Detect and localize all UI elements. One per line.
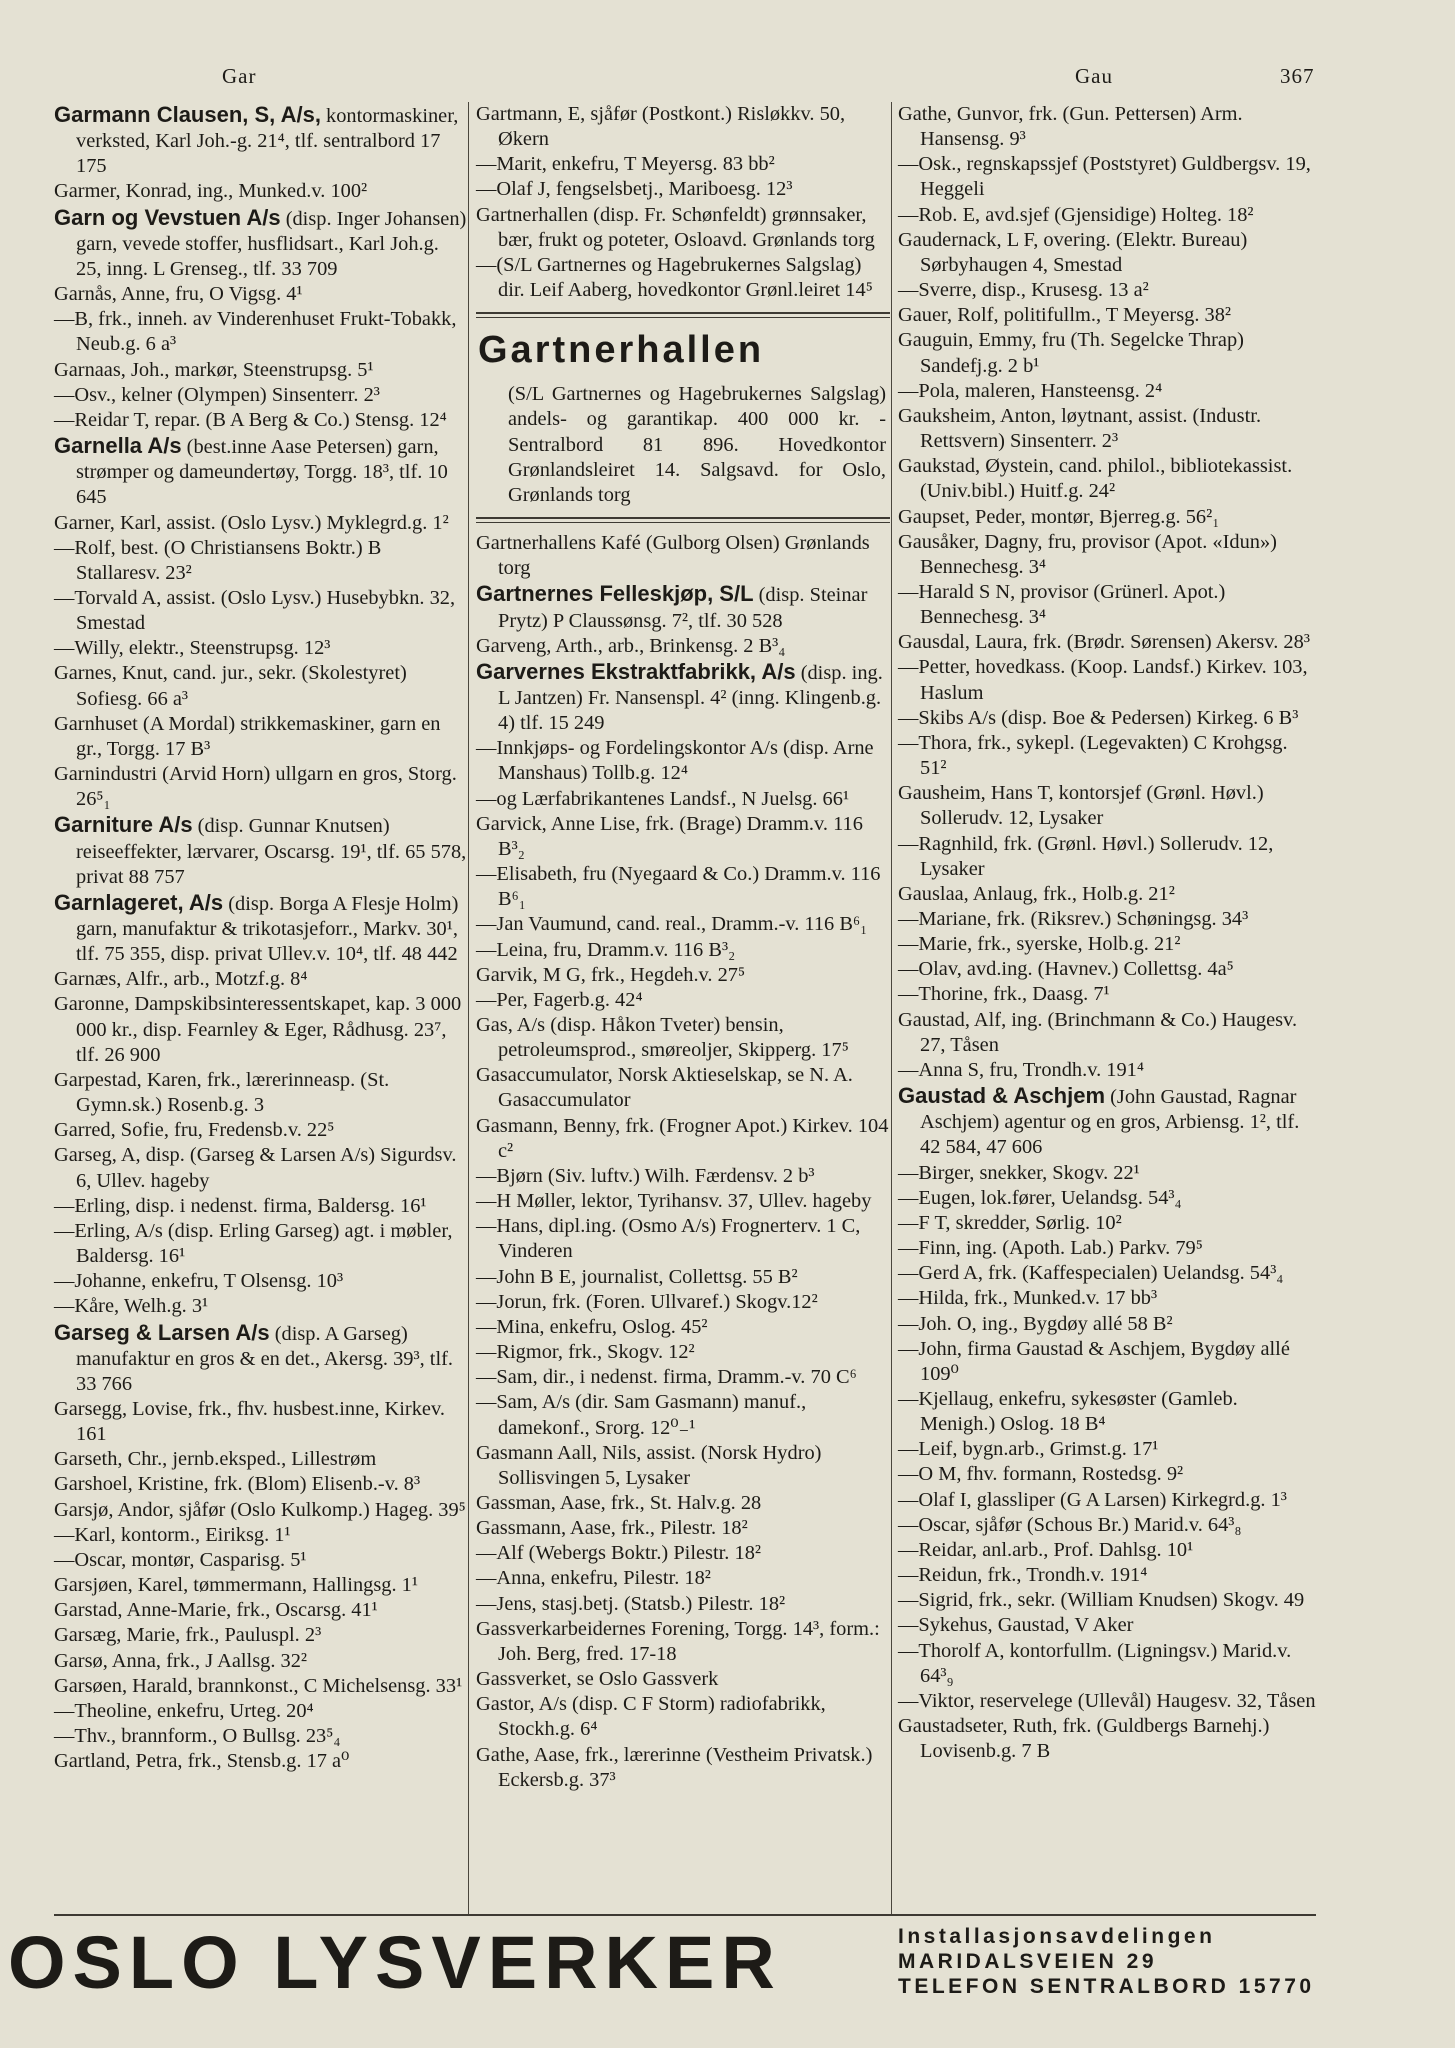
entry-name: —Sykehus, Gaustad, V Aker xyxy=(898,1614,1134,1637)
directory-entry xyxy=(54,358,468,383)
entry-name: —Anna, enkefru, Pilestr. 18² xyxy=(476,1567,711,1590)
directory-entry xyxy=(54,383,468,408)
entry-name: —Oscar, sjåfør (Schous Br.) Marid.v. 64³₈ xyxy=(898,1513,1242,1536)
column-2-top xyxy=(476,102,890,303)
entry-name: —Elisabeth, fru (Nyegaard & Co.) Dramm.v. 116 B⁶₁ xyxy=(476,863,881,911)
directory-entry xyxy=(898,1538,1318,1563)
directory-entry xyxy=(54,1194,468,1219)
entry-name: —John, firma Gaustad & Aschjem, Bygdøy allé 109⁰ xyxy=(898,1337,1290,1385)
directory-entry xyxy=(898,1058,1318,1083)
entry-name: —Sam, dir., i nedenst. firma, Dramm.-v. 70 C⁶ xyxy=(476,1366,857,1389)
directory-entry xyxy=(476,812,890,862)
entry-name: —Birger, snekker, Skogv. 22¹ xyxy=(898,1161,1140,1184)
directory-entry xyxy=(476,581,890,633)
directory-entry xyxy=(476,102,890,152)
directory-entry xyxy=(898,781,1318,831)
entry-name: —H Møller, lektor, Tyrihansv. 37, Ullev. hageby xyxy=(476,1190,872,1213)
directory-entry xyxy=(54,1498,468,1523)
directory-entry xyxy=(54,1472,468,1497)
directory-entry xyxy=(476,1441,890,1491)
directory-entry xyxy=(898,580,1318,630)
entry-name: Garonne, Dampskibsinteressentskapet, kap. 3 000 000 kr., disp. Fearnley & Eger, Rådhusg. 23⁷, tlf. 26 900 xyxy=(54,993,462,1066)
ad-bottom-rule xyxy=(476,517,890,523)
directory-entry xyxy=(54,1699,468,1724)
directory-entry xyxy=(898,1488,1318,1513)
directory-entry xyxy=(54,536,468,586)
directory-entry xyxy=(476,1114,890,1164)
directory-entry xyxy=(898,832,1318,882)
entry-name: —(S/L Gartnernes og Hagebrukernes Salgslag) dir. Leif Aaberg, hovedkontor Grønl.leiret 14⁵ xyxy=(476,253,873,302)
entry-name: Garsegg, Lovise, frk., fhv. husbest.inne, Kirkev. 161 xyxy=(54,1397,445,1446)
entry-name: —Pola, maleren, Hansteensg. 2⁴ xyxy=(898,379,1163,402)
entry-name: Gauslaa, Anlaug, frk., Holb.g. 21² xyxy=(898,882,1175,905)
entry-name: Garveng, Arth., arb., Brinkensg. 2 B³₄ xyxy=(476,634,786,657)
entry-name: —Erling, disp. i nedenst. firma, Baldersg. 16¹ xyxy=(54,1194,427,1217)
gartnerhallen-ad-body: (S/L Gartnernes og Hagebrukernes Salgslag) andels- og garantikap. 400 000 kr. - Sentralbord 81 896. Hovedkontor Grønlandsleiret 14. Salgsavd. for Oslo, Grønlands torg xyxy=(508,383,886,506)
directory-entry xyxy=(476,1365,890,1390)
directory-entry xyxy=(54,1573,468,1598)
directory-entry xyxy=(898,303,1318,328)
directory-entry xyxy=(54,205,468,282)
footer-line-3: TELEFON SENTRALBORD 15770 xyxy=(898,1975,1315,1998)
directory-entry xyxy=(898,1236,1318,1261)
directory-entry xyxy=(54,1397,468,1447)
directory-entry xyxy=(898,530,1318,580)
directory-entry xyxy=(898,982,1318,1007)
directory-entry xyxy=(898,1387,1318,1437)
entry-name: Garpestad, Karen, frk., lærerinneasp. (St. Gymn.sk.) Rosenb.g. 3 xyxy=(54,1068,390,1117)
directory-entry xyxy=(476,1617,890,1667)
entry-name: —Kåre, Welh.g. 3¹ xyxy=(54,1295,209,1318)
directory-entry xyxy=(898,379,1318,404)
entry-name: Garseg & Larsen A/s xyxy=(54,1319,270,1345)
entry-name: Gaustad, Alf, ing. (Brinchmann & Co.) Haugesv. 27, Tåsen xyxy=(898,1008,1298,1056)
entry-name: Gartmann, E, sjåfør (Postkont.) Risløkkv. 50, Økern xyxy=(476,103,846,151)
directory-entry xyxy=(476,659,890,736)
entry-name: —Olaf I, glassliper (G A Larsen) Kirkegrd.g. 1³ xyxy=(898,1488,1287,1511)
entry-name: Garstad, Anne-Marie, frk., Oscarsg. 41¹ xyxy=(54,1599,378,1622)
entry-name: —Rigmor, frk., Skogv. 12² xyxy=(476,1341,695,1364)
entry-name: Gasaccumulator, Norsk Aktieselskap, se N. A. Gasaccumulator xyxy=(476,1064,853,1112)
directory-entry xyxy=(476,634,890,659)
directory-entry xyxy=(898,1337,1318,1387)
directory-entry xyxy=(898,1613,1318,1638)
directory-entry xyxy=(476,1541,890,1566)
directory-entry xyxy=(476,1340,890,1365)
directory-entry xyxy=(898,1261,1318,1286)
footer-advert-title: OSLO LYSVERKER xyxy=(8,1921,782,2004)
directory-entry xyxy=(898,932,1318,957)
directory-entry xyxy=(898,1689,1318,1714)
entry-details: kontormaskiner, verksted, Karl Joh.-g. 21⁴, tlf. sentralbord 17 175 xyxy=(76,105,459,178)
entry-name: —Jorun, frk. (Foren. Ullvaref.) Skogv.12² xyxy=(476,1290,818,1313)
directory-entry xyxy=(54,408,468,433)
entry-name: —Joh. O, ing., Bygdøy allé 58 B² xyxy=(898,1312,1173,1335)
entry-name: Garsøen, Harald, brannkonst., C Michelsensg. 33¹ xyxy=(54,1674,463,1697)
directory-entry xyxy=(898,278,1318,303)
directory-entry xyxy=(898,228,1318,278)
directory-entry xyxy=(476,1566,890,1591)
directory-entry xyxy=(898,1286,1318,1311)
entry-name: Garner, Karl, assist. (Oslo Lysv.) Myklegrd.g. 1² xyxy=(54,511,449,534)
column-3 xyxy=(898,102,1318,1764)
entry-name: —F T, skredder, Sørlig. 10² xyxy=(898,1211,1122,1234)
directory-entry xyxy=(476,1265,890,1290)
directory-entry xyxy=(54,890,468,967)
entry-name: —Erling, A/s (disp. Erling Garseg) agt. i møbler, Baldersg. 16¹ xyxy=(54,1219,453,1268)
entry-details: (disp. Gunnar Knutsen) reiseeffekter, lærvarer, Oscarsg. 19¹, tlf. 65 578, privat 88 757 xyxy=(76,815,467,888)
directory-entry xyxy=(54,1143,468,1193)
entry-name: —Ragnhild, frk. (Grønl. Høvl.) Sollerudv. 12, Lysaker xyxy=(898,832,1274,880)
entry-name: —Eugen, lok.fører, Uelandsg. 54³₄ xyxy=(898,1186,1182,1209)
directory-entry xyxy=(898,1462,1318,1487)
footer-line-2: MARIDALSVEIEN 29 xyxy=(898,1950,1158,1973)
directory-entry xyxy=(54,1674,468,1699)
directory-entry xyxy=(476,1063,890,1113)
entry-name: —Gerd A, frk. (Kaffespecialen) Uelandsg. 54³₄ xyxy=(898,1262,1284,1285)
directory-entry xyxy=(54,712,468,762)
directory-entry xyxy=(898,152,1318,202)
entry-name: —Mariane, frk. (Riksrev.) Schøningsg. 34³ xyxy=(898,908,1249,930)
directory-entry xyxy=(54,1523,468,1548)
entry-name: Gas, A/s (disp. Håkon Tveter) bensin, petroleumsprod., smøreoljer, Skipperg. 17⁵ xyxy=(476,1014,849,1062)
directory-entry xyxy=(54,307,468,357)
entry-name: —Olaf J, fengselsbetj., Mariboesg. 12³ xyxy=(476,178,793,201)
entry-name: Garseth, Chr., jernb.eksped., Lillestrøm xyxy=(54,1448,377,1471)
directory-entry xyxy=(476,862,890,912)
entry-name: Gaudernack, L F, overing. (Elektr. Bureau) Sørbyhaugen 4, Smestad xyxy=(898,228,1248,276)
entry-name: Gaustad & Aschjem xyxy=(898,1083,1106,1109)
entry-name: —Hans, dipl.ing. (Osmo A/s) Frognerterv. 1 C, Vinderen xyxy=(476,1215,861,1263)
entry-name: —Rolf, best. (O Christiansens Boktr.) B Stallaresv. 23² xyxy=(54,536,382,584)
directory-entry xyxy=(476,253,890,303)
running-head-center: Gau xyxy=(1075,64,1113,88)
entry-name: —Marit, enkefru, T Meyersg. 83 bb² xyxy=(476,153,775,176)
directory-entry xyxy=(476,1013,890,1063)
entry-name: Garnaas, Joh., markør, Steenstrupsg. 5¹ xyxy=(54,358,374,381)
entry-name: —Rob. E, avd.sjef (Gjensidige) Holteg. 18² xyxy=(898,203,1254,226)
directory-entry xyxy=(476,1667,890,1692)
directory-entry xyxy=(54,1548,468,1573)
column-rule-2 xyxy=(891,102,892,1914)
directory-entry xyxy=(54,1269,468,1294)
entry-name: Gassverket, se Oslo Gassverk xyxy=(476,1668,719,1691)
entry-name: —Reidar, anl.arb., Prof. Dahlsg. 10¹ xyxy=(898,1538,1194,1561)
entry-name: —Torvald A, assist. (Oslo Lysv.) Husebybkn. 32, Smestad xyxy=(54,586,456,635)
directory-entry xyxy=(476,1516,890,1541)
directory-entry xyxy=(898,1639,1318,1689)
entry-name: Gassman, Aase, frk., St. Halv.g. 28 xyxy=(476,1491,762,1514)
directory-entry xyxy=(54,1219,468,1269)
directory-entry xyxy=(898,907,1318,932)
entry-name: Garshoel, Kristine, frk. (Blom) Elisenb.-v. 8³ xyxy=(54,1473,421,1496)
directory-entry xyxy=(476,1290,890,1315)
entry-name: —Thora, frk., sykepl. (Legevakten) C Krohgsg. 51² xyxy=(898,731,1288,780)
entry-name: —Alf (Webergs Boktr.) Pilestr. 18² xyxy=(476,1542,762,1565)
entry-name: Garvernes Ekstraktfabrikk, A/s xyxy=(476,658,796,684)
column-2 xyxy=(476,102,890,1793)
entry-name: Gauer, Rolf, politifullm., T Meyersg. 38² xyxy=(898,304,1232,327)
directory-entry xyxy=(898,203,1318,228)
directory-entry xyxy=(898,630,1318,655)
directory-entry xyxy=(898,655,1318,705)
page-number: 367 xyxy=(1280,64,1315,88)
entry-name: Gasmann, Benny, frk. (Frogner Apot.) Kirkev. 104 c² xyxy=(476,1114,889,1162)
entry-name: Gauguin, Emmy, fru (Th. Segelcke Thrap) Sandefj.g. 2 b¹ xyxy=(898,329,1244,377)
entry-details: (disp. Steinar Prytz) P Claussønsg. 7², tlf. 30 528 xyxy=(498,584,868,632)
entry-name: —Leina, fru, Dramm.v. 116 B³₂ xyxy=(476,938,736,961)
entry-name: Garvick, Anne Lise, frk. (Brage) Dramm.v. 116 B³₂ xyxy=(476,812,863,860)
gartnerhallen-ad-title: Gartnerhallen xyxy=(478,329,765,372)
entry-name: —B, frk., inneh. av Vinderenhuset Frukt-Tobakk, Neub.g. 6 a³ xyxy=(54,308,457,356)
directory-entry xyxy=(54,1294,468,1319)
entry-name: Garseg, A, disp. (Garseg & Larsen A/s) Sigurdsv. 6, Ullev. hageby xyxy=(54,1144,457,1192)
directory-entry xyxy=(476,531,890,581)
directory-entry xyxy=(476,152,890,177)
entry-details: (best.inne Aase Petersen) garn, strømper og dameundertøy, Torgg. 18³, tlf. 10 645 xyxy=(76,436,448,509)
entry-name: Gauksheim, Anton, løytnant, assist. (Industr. Rettsvern) Sinsenterr. 2³ xyxy=(898,404,1262,453)
directory-entry xyxy=(54,1623,468,1648)
directory-entry xyxy=(476,1491,890,1516)
directory-entry xyxy=(54,1320,468,1397)
directory-entry xyxy=(898,1437,1318,1462)
entry-name: —Osk., regnskapssjef (Poststyret) Guldbergsv. 19, Heggeli xyxy=(898,153,1311,201)
directory-entry xyxy=(898,102,1318,152)
entry-name: —Mina, enkefru, Oslog. 45² xyxy=(476,1315,708,1338)
directory-entry xyxy=(476,1692,890,1742)
column-1 xyxy=(54,102,468,1774)
directory-entry xyxy=(476,736,890,786)
directory-entry xyxy=(898,731,1318,781)
entry-name: —Harald S N, provisor (Grünerl. Apot.) Bennechesg. 3⁴ xyxy=(898,580,1226,629)
entry-name: Garn og Vevstuen A/s xyxy=(54,204,281,230)
directory-entry xyxy=(54,1118,468,1143)
directory-entry xyxy=(54,762,468,812)
entry-name: —Sam, A/s (dir. Sam Gasmann) manuf., damekonf., Srorg. 12⁰₋¹ xyxy=(476,1391,807,1439)
directory-entry xyxy=(476,1743,890,1793)
directory-entry xyxy=(54,661,468,711)
entry-details: (John Gaustad, Ragnar Aschjem) agentur og en gros, Arbiensg. 1², tlf. 42 584, 47 606 xyxy=(920,1086,1300,1159)
directory-entry xyxy=(898,957,1318,982)
entry-name: —Jens, stasj.betj. (Statsb.) Pilestr. 18² xyxy=(476,1592,786,1615)
entry-name: Gartnernes Felleskjøp, S/L xyxy=(476,581,754,607)
entry-name: —Jan Vaumund, cand. real., Dramm.-v. 116 B⁶₁ xyxy=(476,913,868,936)
directory-entry xyxy=(54,1749,468,1774)
entry-name: —Johanne, enkefru, T Olsensg. 10³ xyxy=(54,1270,344,1293)
directory-entry xyxy=(476,1214,890,1264)
entry-details: (disp. A Garseg) manufaktur en gros & en det., Akersg. 39³, tlf. 33 766 xyxy=(76,1322,454,1395)
entry-name: Gaupset, Peder, montør, Bjerreg.g. 56²₁ xyxy=(898,505,1220,528)
entry-name: Garnhuset (A Mordal) strikkemaskiner, garn en gr., Torgg. 17 B³ xyxy=(54,712,441,760)
entry-name: —Petter, hovedkass. (Koop. Landsf.) Kirkev. 103, Haslum xyxy=(898,656,1308,704)
entry-name: —Sigrid, frk., sekr. (William Knudsen) Skogv. 49 xyxy=(898,1589,1305,1612)
directory-entry xyxy=(476,787,890,812)
directory-entry xyxy=(54,967,468,992)
entry-name: —Thorine, frk., Daasg. 7¹ xyxy=(898,983,1110,1006)
entry-name: Gartnerhallens Kafé (Gulborg Olsen) Grønlands torg xyxy=(476,532,870,580)
directory-entry xyxy=(898,1161,1318,1186)
directory-entry xyxy=(54,1447,468,1472)
directory-entry xyxy=(898,454,1318,504)
entry-name: —Karl, kontorm., Eiriksg. 1¹ xyxy=(54,1523,291,1546)
directory-entry xyxy=(476,177,890,202)
column-rule-1 xyxy=(468,102,469,1914)
running-head-left: Gar xyxy=(222,64,257,88)
directory-entry xyxy=(54,1598,468,1623)
directory-entry xyxy=(898,1714,1318,1764)
directory-entry xyxy=(54,102,468,179)
entry-name: —Thv., brannform., O Bullsg. 23⁵₄ xyxy=(54,1725,341,1747)
directory-entry xyxy=(54,1724,468,1749)
directory-entry xyxy=(898,505,1318,530)
directory-entry xyxy=(476,203,890,253)
entry-name: —Reidun, frk., Trondh.v. 191⁴ xyxy=(898,1564,1148,1587)
directory-entry xyxy=(54,992,468,1067)
footer-line-1: Installasjonsavdelingen xyxy=(898,1925,1216,1948)
directory-entry xyxy=(898,1008,1318,1058)
entry-name: Gartnerhallen (disp. Fr. Schønfeldt) grønnsaker, bær, frukt og poteter, Osloavd. Grønlands torg xyxy=(476,203,875,251)
entry-details: (disp. Borga A Flesje Holm) garn, manufaktur & trikotasjeforr., Markv. 30¹, tlf. 75 355, disp. privat Ullev.v. 10⁴, tlf. 48 442 xyxy=(76,892,459,966)
entry-name: —Kjellaug, enkefru, sykesøster (Gamleb. Menigh.) Oslog. 18 B⁴ xyxy=(898,1387,1238,1436)
directory-entry xyxy=(898,1083,1318,1160)
directory-entry xyxy=(476,1390,890,1440)
entry-name: Garnlageret, A/s xyxy=(54,889,224,915)
entry-name: —Reidar T, repar. (B A Berg & Co.) Stensg. 12⁴ xyxy=(54,408,447,431)
directory-entry xyxy=(898,1211,1318,1236)
directory-entry xyxy=(54,179,468,204)
entry-name: —Per, Fagerb.g. 42⁴ xyxy=(476,988,643,1011)
entry-name: —Oscar, montør, Casparisg. 5¹ xyxy=(54,1548,307,1571)
directory-entry xyxy=(54,586,468,636)
entry-name: Gathe, Gunvor, frk. (Gun. Pettersen) Arm. Hansensg. 9³ xyxy=(898,103,1243,151)
footer-advert-info xyxy=(898,1924,1314,1999)
entry-name: Gaustadseter, Ruth, frk. (Guldbergs Barnehj.) Lovisenb.g. 7 B xyxy=(898,1715,1270,1763)
entry-name: Gartland, Petra, frk., Stensb.g. 17 a⁰ xyxy=(54,1750,350,1773)
directory-entry xyxy=(898,706,1318,731)
entry-name: Gastor, A/s (disp. C F Storm) radiofabrikk, Stockh.g. 6⁴ xyxy=(476,1693,826,1741)
entry-name: Garnæs, Alfr., arb., Motzf.g. 8⁴ xyxy=(54,968,308,991)
entry-name: —O M, fhv. formann, Rostedsg. 9² xyxy=(898,1463,1184,1486)
directory-entry xyxy=(898,328,1318,378)
directory-entry xyxy=(476,963,890,988)
directory-entry xyxy=(898,1513,1318,1538)
directory-entry xyxy=(54,1068,468,1118)
directory-entry xyxy=(476,938,890,963)
directory-entry xyxy=(54,1649,468,1674)
entry-name: —Leif, bygn.arb., Grimst.g. 17¹ xyxy=(898,1438,1159,1461)
entry-details: (disp. ing. L Jantzen) Fr. Nansenspl. 4² (inng. Klingenb.g. 4) tlf. 15 249 xyxy=(498,661,883,735)
entry-name: —Finn, ing. (Apoth. Lab.) Parkv. 79⁵ xyxy=(898,1237,1203,1260)
directory-entry xyxy=(476,1315,890,1340)
entry-name: —Theoline, enkefru, Urteg. 20⁴ xyxy=(54,1699,314,1722)
entry-name: Garsjøen, Karel, tømmermann, Hallingsg. 1¹ xyxy=(54,1574,418,1597)
directory-entry xyxy=(54,282,468,307)
entry-name: —Osv., kelner (Olympen) Sinsenterr. 2³ xyxy=(54,383,380,406)
directory-entry xyxy=(54,511,468,536)
directory-entry xyxy=(476,912,890,937)
entry-name: —Willy, elektr., Steenstrupsg. 12³ xyxy=(54,637,331,660)
entry-name: —Skibs A/s (disp. Boe & Pedersen) Kirkeg. 6 B³ xyxy=(898,706,1299,729)
directory-entry xyxy=(898,1563,1318,1588)
entry-name: Gaukstad, Øystein, cand. philol., bibliotekassist. (Univ.bibl.) Huitf.g. 24² xyxy=(898,455,1293,503)
entry-name: Garsjø, Andor, sjåfør (Oslo Kulkomp.) Hageg. 39⁵ xyxy=(54,1498,466,1521)
directory-entry xyxy=(476,1164,890,1189)
entry-name: —Hilda, frk., Munked.v. 17 bb³ xyxy=(898,1287,1158,1310)
directory-entry xyxy=(898,1186,1318,1211)
entry-name: Gassverkarbeidernes Forening, Torgg. 14³, form.: Joh. Berg, fred. 17-18 xyxy=(476,1617,880,1665)
entry-name: Garnindustri (Arvid Horn) ullgarn en gros, Storg. 26⁵₁ xyxy=(54,763,457,811)
entry-name: —Marie, frk., syerske, Holb.g. 21² xyxy=(898,933,1181,956)
entry-name: Garvik, M G, frk., Hegdeh.v. 27⁵ xyxy=(476,963,746,986)
column-2-bottom xyxy=(476,531,890,1793)
directory-entry xyxy=(898,404,1318,454)
ad-top-rule xyxy=(476,312,890,318)
entry-name: —John B E, journalist, Collettsg. 55 B² xyxy=(476,1265,798,1288)
entry-name: —Olav, avd.ing. (Havnev.) Collettsg. 4a⁵ xyxy=(898,958,1234,981)
directory-entry xyxy=(54,636,468,661)
entry-name: —Thorolf A, kontorfullm. (Ligningsv.) Marid.v. 64³₉ xyxy=(898,1639,1292,1687)
directory-entry xyxy=(54,433,468,510)
entry-name: Garred, Sofie, fru, Fredensb.v. 22⁵ xyxy=(54,1119,335,1142)
entry-name: Gausdal, Laura, frk. (Brødr. Sørensen) Akersv. 28³ xyxy=(898,631,1310,654)
entry-name: Gausheim, Hans T, kontorsjef (Grønl. Høvl.) Sollerudv. 12, Lysaker xyxy=(898,782,1264,830)
directory-entry xyxy=(476,988,890,1013)
entry-name: —Sverre, disp., Krusesg. 13 a² xyxy=(898,279,1149,302)
entry-name: Garmann Clausen, S, A/s, xyxy=(54,102,321,127)
entry-name: Garsø, Anna, frk., J Aallsg. 32² xyxy=(54,1649,308,1672)
entry-name: —Innkjøps- og Fordelingskontor A/s (disp. Arne Manshaus) Tollb.g. 12⁴ xyxy=(476,737,874,785)
entry-name: Garsæg, Marie, frk., Pauluspl. 2³ xyxy=(54,1624,322,1647)
directory-entry xyxy=(898,1312,1318,1337)
entry-name: —Bjørn (Siv. luftv.) Wilh. Færdensv. 2 b³ xyxy=(476,1164,815,1187)
entry-name: Gassmann, Aase, frk., Pilestr. 18² xyxy=(476,1517,748,1540)
entry-name: Garnella A/s xyxy=(54,433,182,459)
entry-name: Garniture A/s xyxy=(54,812,193,838)
entry-name: —Viktor, reservelege (Ullevål) Haugesv. 32, Tåsen xyxy=(898,1689,1316,1712)
entry-name: Garnås, Anne, fru, O Vigsg. 4¹ xyxy=(54,283,303,306)
directory-entry xyxy=(476,1189,890,1214)
entry-details: (disp. Inger Johansen) garn, vevede stoffer, husflidsart., Karl Joh.g. 25, inng. L Grenseg., tlf. 33 709 xyxy=(76,207,467,280)
entry-name: Gasmann Aall, Nils, assist. (Norsk Hydro) Sollisvingen 5, Lysaker xyxy=(476,1441,822,1489)
directory-entry xyxy=(476,1592,890,1617)
entry-name: —og Lærfabrikantenes Landsf., N Juelsg. 66¹ xyxy=(476,787,850,810)
entry-name: Gausåker, Dagny, fru, provisor (Apot. «Idun») Bennechesg. 3⁴ xyxy=(898,530,1277,578)
directory-entry xyxy=(54,812,468,889)
entry-name: Gathe, Aase, frk., lærerinne (Vestheim Privatsk.) Eckersb.g. 37³ xyxy=(476,1743,873,1791)
entry-name: —Anna S, fru, Trondh.v. 191⁴ xyxy=(898,1058,1144,1081)
directory-entry xyxy=(898,882,1318,907)
directory-entry xyxy=(898,1588,1318,1613)
entry-name: Garmer, Konrad, ing., Munked.v. 100² xyxy=(54,180,368,203)
entry-name: Garnes, Knut, cand. jur., sekr. (Skolestyret) Sofiesg. 66 a³ xyxy=(54,662,407,710)
